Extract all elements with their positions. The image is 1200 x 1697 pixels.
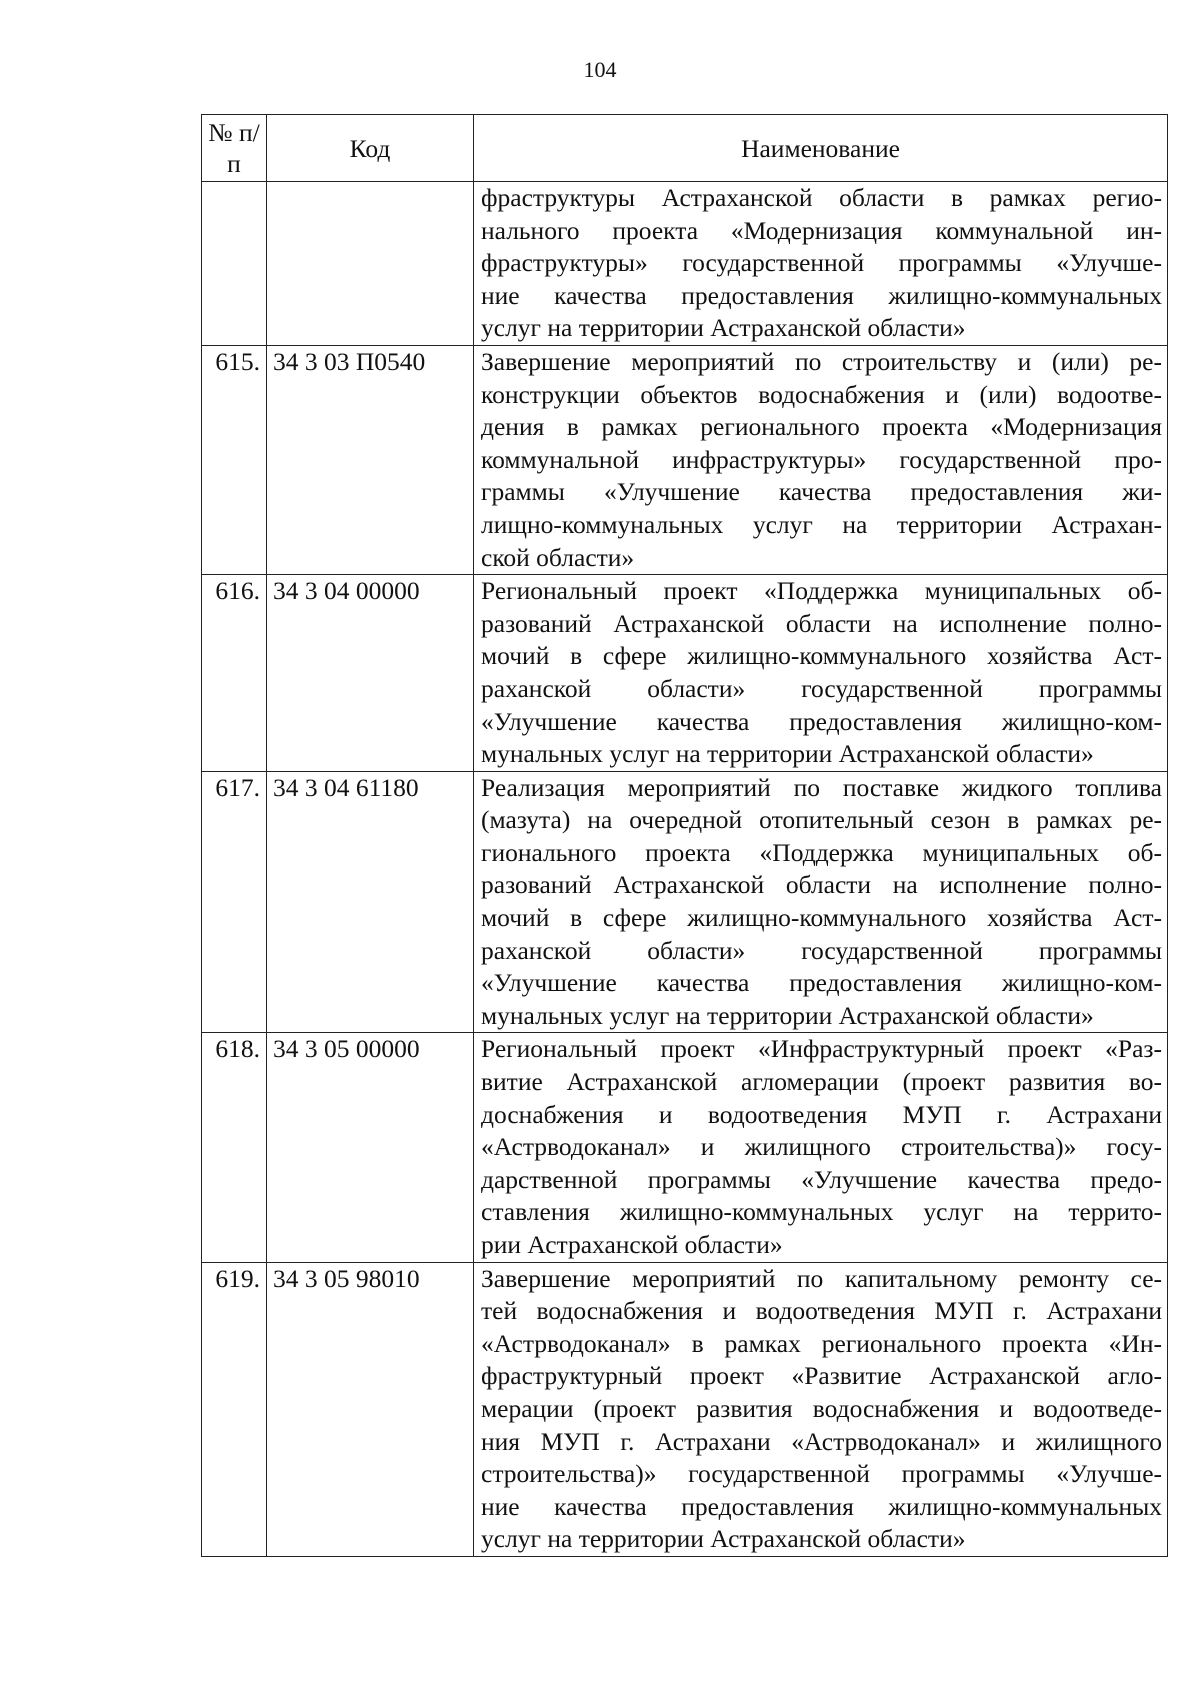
row-number: 615.: [202, 345, 267, 574]
header-code: Код: [267, 115, 474, 182]
name-line: «Улучшение качества предоставления жилищно-ком-: [481, 706, 1162, 736]
row-name: [474, 1262, 1168, 1556]
name-line: гионального проекта «Поддержка муниципальных об-: [481, 837, 1162, 867]
name-line: Региональный проект «Поддержка муниципальных об-: [481, 576, 1162, 606]
name-line: ния МУП г. Астрахани «Астрводоканал» и жилищного: [481, 1426, 1162, 1456]
name-line: доснабжения и водоотведения МУП г. Астрахани: [481, 1099, 1162, 1129]
name-line: (мазута) на очередной отопительный сезон в рамках ре-: [481, 805, 1162, 835]
name-line: витие Астраханской агломерации (проект развития во-: [481, 1067, 1162, 1097]
table-row: [202, 1033, 1168, 1262]
row-code: 34 3 04 61180: [267, 771, 474, 1033]
name-line: строительства)» государственной программы «Улучше-: [481, 1459, 1162, 1489]
name-line: конструкции объектов водоснабжения и (или) водоотве-: [481, 379, 1162, 409]
budget-classification-table: [201, 114, 1168, 1557]
name-line: мерации (проект развития водоснабжения и водоотведе-: [481, 1393, 1162, 1423]
table-header-row: [202, 115, 1168, 182]
table-body: [202, 182, 1168, 1557]
row-name: [474, 1033, 1168, 1262]
name-line: Завершение мероприятий по строительству и (или) ре-: [481, 346, 1162, 376]
table-row: [202, 575, 1168, 772]
name-line: услуг на территории Астраханской области»: [481, 1524, 966, 1554]
name-line: дения в рамках регионального проекта «Модернизация: [481, 412, 1162, 442]
name-line: Региональный проект «Инфраструктурный проект «Раз-: [481, 1034, 1162, 1064]
table-row: [202, 345, 1168, 574]
name-line: ставления жилищно-коммунальных услуг на террито-: [481, 1197, 1162, 1227]
name-line: услуг на территории Астраханской области»: [481, 313, 966, 343]
table-row: [202, 1262, 1168, 1556]
row-name: [474, 575, 1168, 772]
name-line: ние качества предоставления жилищно-коммунальных: [481, 280, 1162, 310]
row-code: [267, 182, 474, 346]
name-line: «Улучшение качества предоставления жилищно-ком-: [481, 968, 1162, 998]
name-line: фраструктуры Астраханской области в рамках регио-: [481, 183, 1162, 212]
row-number: 618.: [202, 1033, 267, 1262]
row-name: [474, 771, 1168, 1033]
name-line: Завершение мероприятий по капитальному ремонту се-: [481, 1263, 1162, 1293]
name-line: мочий в сфере жилищно-коммунального хозяйства Аст-: [481, 641, 1162, 671]
name-line: раханской области» государственной программы: [481, 935, 1162, 965]
name-line: разований Астраханской области на исполнение полно-: [481, 870, 1162, 900]
row-code: 34 3 05 00000: [267, 1033, 474, 1262]
name-line: фраструктурный проект «Развитие Астраханской агло-: [481, 1361, 1162, 1391]
row-code: 34 3 05 98010: [267, 1262, 474, 1556]
header-name: Наименование: [474, 115, 1168, 182]
name-line: ние качества предоставления жилищно-коммунальных: [481, 1491, 1162, 1521]
name-line: «Астрводоканал» в рамках регионального проекта «Ин-: [481, 1328, 1162, 1358]
name-line: раханской области» государственной программы: [481, 673, 1162, 703]
name-line: граммы «Улучшение качества предоставления жи-: [481, 477, 1162, 507]
name-line: мунальных услуг на территории Астраханской области»: [481, 1000, 1094, 1030]
name-line: коммунальной инфраструктуры» государственной про-: [481, 444, 1162, 474]
table-row: [202, 771, 1168, 1033]
name-line: тей водоснабжения и водоотведения МУП г. Астрахани: [481, 1296, 1162, 1326]
name-line: нального проекта «Модернизация коммунальной ин-: [481, 215, 1162, 245]
name-line: лищно-коммунальных услуг на территории Астрахан-: [481, 509, 1162, 539]
row-name: [474, 345, 1168, 574]
name-line: дарственной программы «Улучшение качества предо-: [481, 1164, 1162, 1194]
name-line: Реализация мероприятий по поставке жидкого топлива: [481, 772, 1162, 802]
row-name: [474, 182, 1168, 346]
header-num: № п/п: [202, 115, 267, 182]
name-line: разований Астраханской области на исполнение полно-: [481, 608, 1162, 638]
name-line: мунальных услуг на территории Астраханской области»: [481, 739, 1094, 769]
name-line: «Астрводоканал» и жилищного строительства)» госу-: [481, 1132, 1162, 1162]
row-number: 617.: [202, 771, 267, 1033]
row-number: 616.: [202, 575, 267, 772]
name-line: рии Астраханской области»: [481, 1230, 783, 1259]
name-line: мочий в сфере жилищно-коммунального хозяйства Аст-: [481, 903, 1162, 933]
name-line: фраструктуры» государственной программы «Улучше-: [481, 248, 1162, 278]
page-number: 104: [583, 57, 617, 82]
row-code: 34 3 04 00000: [267, 575, 474, 772]
row-number: 619.: [202, 1262, 267, 1556]
name-line: ской области»: [481, 542, 635, 572]
row-number: [202, 182, 267, 346]
table-row: [202, 182, 1168, 346]
row-code: 34 3 03 П0540: [267, 345, 474, 574]
